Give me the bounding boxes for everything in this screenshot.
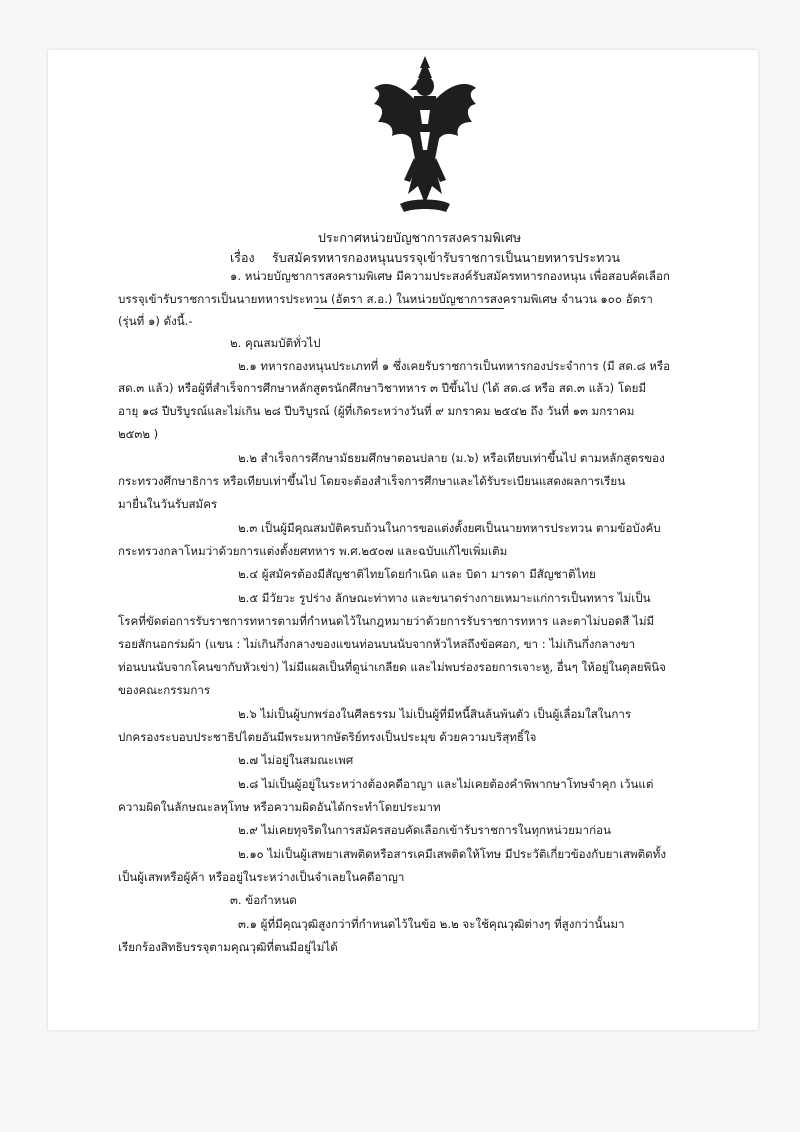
body-line: ๒.๑ ทหารกองหนุนประเภทที่ ๑ ซึ่งเคยรับราชการเป็นทหารกองประจำการ (มี สด.๘ หรือ	[238, 359, 671, 373]
body-line: ท่อนบนนับจากโคนขากับหัวเข่า) ไม่มีแผลเป็นที่ดูน่าเกลียด และไม่พบร่องรอยการเจาะหู, อื่นๆ ให้อยู่ในดุลยพินิจ	[118, 660, 666, 674]
body-line: มายื่นในวันรับสมัคร	[118, 497, 218, 511]
body-line: ความผิดในลักษณะลหุโทษ หรือความผิดอันได้กระทำโดยประมาท	[118, 800, 441, 814]
body-line: (รุ่นที่ ๑) ดังนี้.-	[118, 314, 193, 328]
garuda-emblem-icon	[370, 54, 480, 224]
document-page	[48, 50, 758, 1030]
announcement-title: ประกาศหน่วยบัญชาการสงครามพิเศษ	[318, 230, 522, 245]
body-line: ๒.๘ ไม่เป็นผู้อยู่ในระหว่างต้องคดีอาญา และไม่เคยต้องคำพิพากษาโทษจำคุก เว้นแต่	[238, 777, 654, 791]
body-line: ปกครองระบอบประชาธิปไตยอันมีพระมหากษัตริย์ทรงเป็นประมุข ด้วยความบริสุทธิ์ใจ	[118, 730, 537, 744]
body-line: ๓.๑ ผู้ที่มีคุณวุฒิสูงกว่าที่กำหนดไว้ในข้อ ๒.๒ จะใช้คุณวุฒิต่างๆ ที่สูงกว่านั้นมา	[238, 917, 625, 931]
subject-text: รับสมัครทหารกองหนุนบรรจุเข้ารับราชการเป็นนายทหารประทวน	[272, 250, 621, 265]
body-line: ๒.๔ ผู้สมัครต้องมีสัญชาติไทยโดยกำเนิด และ บิดา มารดา มีสัญชาติไทย	[238, 567, 596, 581]
body-line: เรียกร้องสิทธิบรรจุตามคุณวุฒิที่ตนมีอยู่ไม่ได้	[118, 940, 338, 954]
title-divider	[314, 308, 504, 309]
body-line: ๒๕๓๒ )	[118, 427, 159, 441]
body-line: ๒. คุณสมบัติทั่วไป	[230, 336, 321, 350]
body-line: ๒.๒ สำเร็จการศึกษามัธยมศึกษาตอนปลาย (ม.๖) หรือเทียบเท่าขึ้นไป ตามหลักสูตรของ	[238, 451, 665, 465]
body-line: เป็นผู้เสพหรือผู้ค้า หรืออยู่ในระหว่างเป็นจำเลยในคดีอาญา	[118, 870, 405, 884]
body-line: ๒.๖ ไม่เป็นผู้บกพร่องในศีลธรรม ไม่เป็นผู้ที่มีหนี้สินล้นพ้นตัว เป็นผู้เลื่อมใสในการ	[238, 707, 632, 721]
body-line: สด.๓ แล้ว) หรือผู้ที่สำเร็จการศึกษาหลักสูตรนักศึกษาวิชาทหาร ๓ ปีขึ้นไป (ได้ สด.๘ หรือ สด.๓ แล้ว) โดยมี	[118, 381, 647, 395]
body-line: ๒.๓ เป็นผู้มีคุณสมบัติครบถ้วนในการขอแต่งตั้งยศเป็นนายทหารประทวน ตามข้อบังคับ	[238, 521, 661, 535]
body-line: กระทรวงกลาโหมว่าด้วยการแต่งตั้งยศทหาร พ.ศ.๒๕๐๗ และฉบับแก้ไขเพิ่มเติม	[118, 544, 508, 558]
body-line: บรรจุเข้ารับราชการเป็นนายทหารประทวน (อัตรา ส.อ.) ในหน่วยบัญชาการสงครามพิเศษ จำนวน ๑๐๐ อัตรา	[118, 292, 653, 306]
body-line: โรคที่ขัดต่อการรับราชการทหารตามที่กำหนดไว้ในกฎหมายว่าด้วยการรับราชการทหาร และตาไม่บอดสี ไม่มี	[118, 614, 655, 628]
body-line: ๒.๙ ไม่เคยทุจริตในการสมัครสอบคัดเลือกเข้ารับราชการในทุกหน่วยมาก่อน	[238, 823, 611, 837]
body-line: ๑. หน่วยบัญชาการสงครามพิเศษ มีความประสงค์รับสมัครทหารกองหนุน เพื่อสอบคัดเลือก	[230, 269, 670, 283]
body-line: ๒.๑๐ ไม่เป็นผู้เสพยาเสพติดหรือสารเคมีเสพติดให้โทษ มีประวัติเกี่ยวข้องกับยาเสพติดทั้ง	[238, 847, 666, 861]
body-line: ๒.๗ ไม่อยู่ในสมณะเพศ	[238, 753, 354, 767]
body-line: อายุ ๑๘ ปีบริบูรณ์และไม่เกิน ๒๘ ปีบริบูรณ์ (ผู้ที่เกิดระหว่างวันที่ ๙ มกราคม ๒๕๔๒ ถึง วันที่ ๑๓ มกราคม	[118, 404, 635, 418]
body-line: กระทรวงศึกษาธิการ หรือเทียบเท่าขึ้นไป โดยจะต้องสำเร็จการศึกษาและได้รับระเบียนแสดงผลการเรียน	[118, 474, 626, 488]
body-line: รอยสักนอกร่มผ้า (แขน : ไม่เกินกึ่งกลางของแขนท่อนบนนับจากหัวไหล่ถึงข้อศอก, ขา : ไม่เกินกึ่งกลางขา	[118, 637, 636, 651]
body-line: ๓. ข้อกำหนด	[230, 893, 297, 907]
body-line: ของคณะกรรมการ	[118, 683, 211, 697]
subject-label: เรื่อง	[230, 250, 255, 265]
body-line: ๒.๕ มีวัยวะ รูปร่าง ลักษณะท่าทาง และขนาดร่างกายเหมาะแก่การเป็นทหาร ไม่เป็น	[238, 591, 651, 605]
